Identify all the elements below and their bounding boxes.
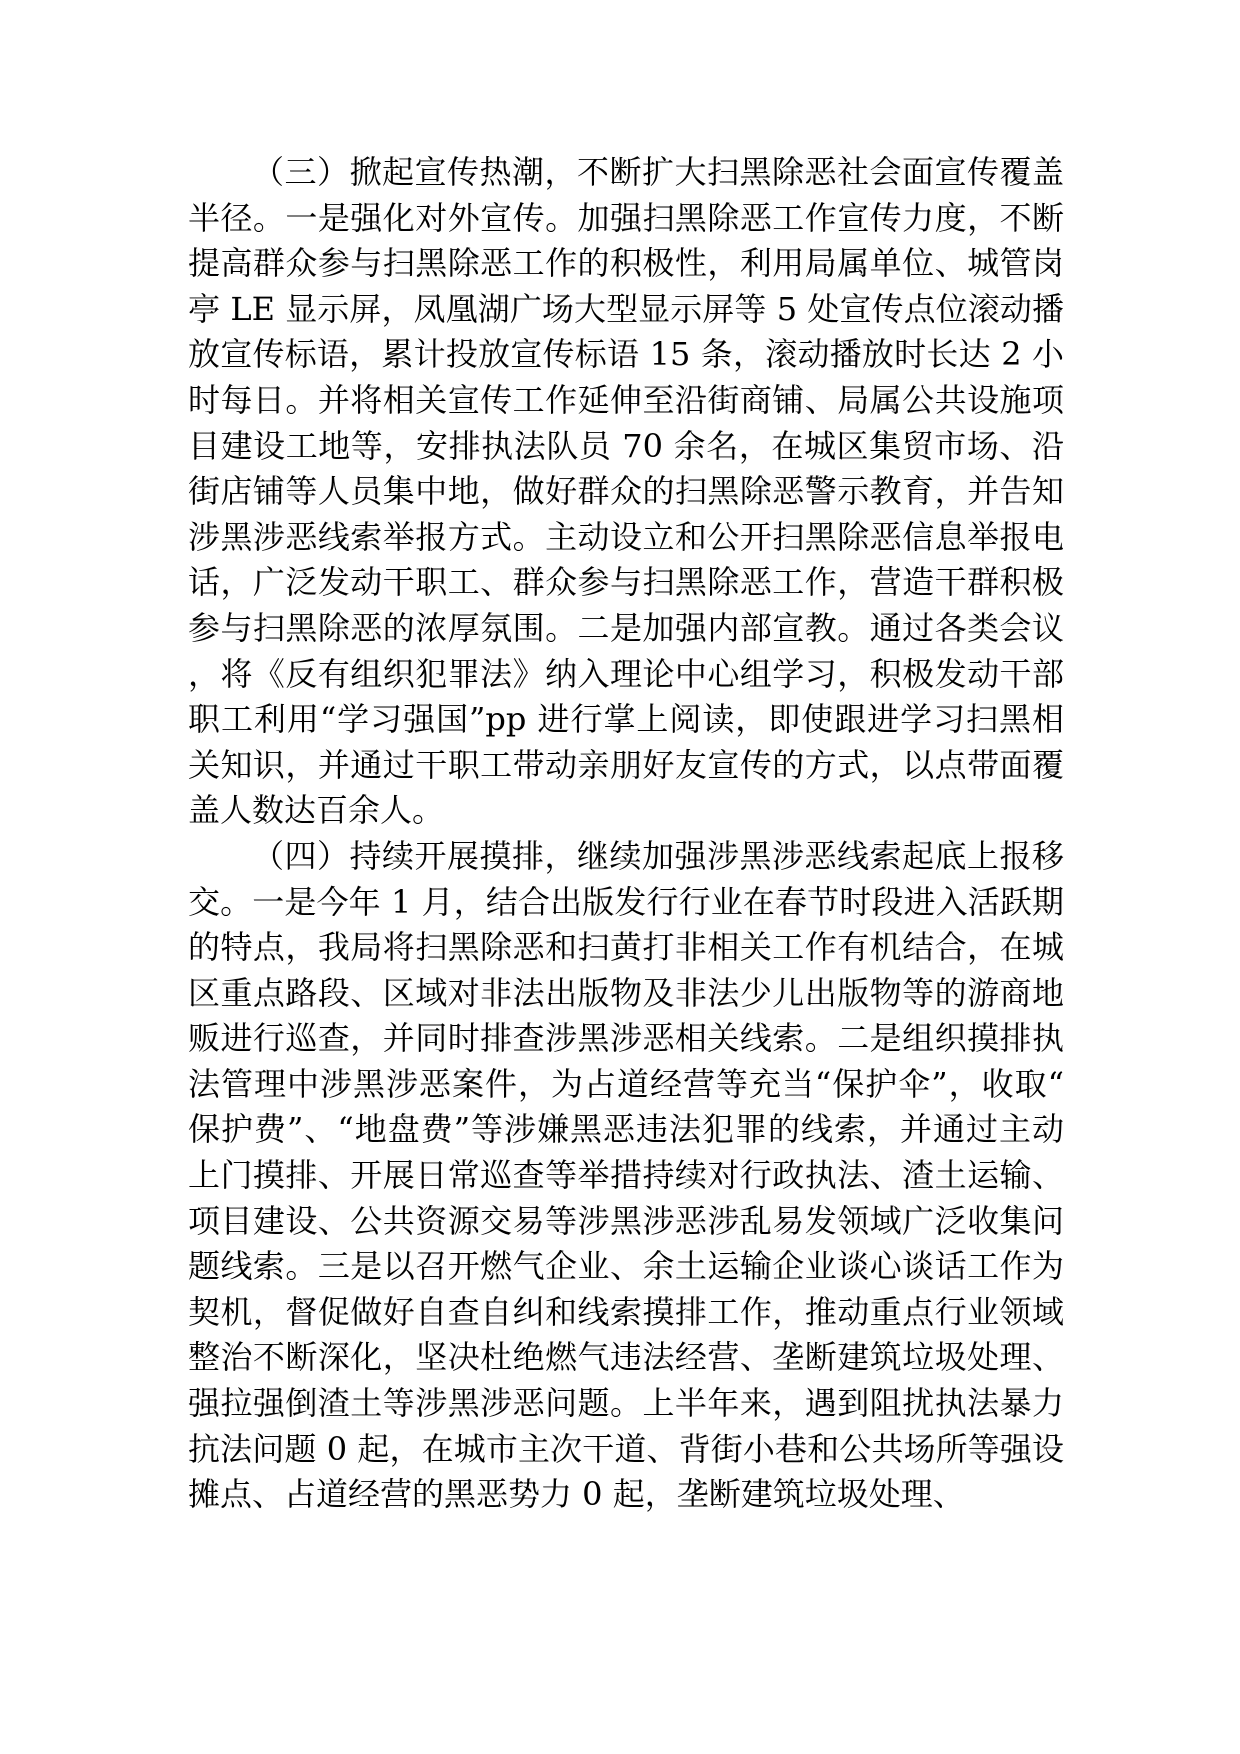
paragraph-investigation: （四）持续开展摸排，继续加强涉黑涉恶线索起底上报移交。一是今年 1 月，结合出版发行行业在春节时段进入活跃期的特点，我局将扫黑除恶和扫黄打非相关工作有机结合，在城区重点路段、区域对非法出版物及非法少儿出版物等的游商地贩进行巡查，并同时排查涉黑涉恶相关线索。二是组织摸排执法管理中涉黑涉恶案件，为占道经营等充当“保护伞”，收取“保护费”、“地盘费”等涉嫌黑恶违法犯罪的线索，并通过主动上门摸排、开展日常巡查等举措持续对行政执法、渣土运输、项目建设、公共资源交易等涉黑涉恶涉乱易发领域广泛收集问题线索。三是以召开燃气企业、余土运输企业谈心谈话工作为契机，督促做好自查自纠和线索摸排工作，推动重点行业领域整治不断深化，坚决杜绝燃气违法经营、垄断建筑垃圾处理、强拉强倒渣土等涉黑涉恶问题。上半年来，遇到阻扰执法暴力抗法问题 0 起，在城市主次干道、背街小巷和公共场所等强设摊点、占道经营的黑恶势力 0 起，垄断建筑垃圾处理、 [188, 836, 1064, 1514]
document-body [188, 150, 1064, 1518]
paragraph-publicity: （三）掀起宣传热潮，不断扩大扫黑除恶社会面宣传覆盖半径。一是强化对外宣传。加强扫黑除恶工作宣传力度，不断提高群众参与扫黑除恶工作的积极性，利用局属单位、城管岗亭 LE 显示屏，凤凰湖广场大型显示屏等 5 处宣传点位滚动播放宣传标语，累计投放宣传标语 15 条，滚动播放时长达 2 小时每日。并将相关宣传工作延伸至沿街商铺、局属公共设施项目建设工地等，安排执法队员 70 余名，在城区集贸市场、沿街店铺等人员集中地，做好群众的扫黑除恶警示教育，并告知涉黑涉恶线索举报方式。主动设立和公开扫黑除恶信息举报电话，广泛发动干职工、群众参与扫黑除恶工作，营造干群积极参与扫黑除恶的浓厚氛围。二是加强内部宣教。通过各类会议，将《反有组织犯罪法》纳入理论中心组学习，积极发动干部职工利用“学习强国”pp 进行掌上阅读，即使跟进学习扫黑相关知识，并通过干职工带动亲朋好友宣传的方式，以点带面覆盖人数达百余人。 [188, 153, 1064, 830]
